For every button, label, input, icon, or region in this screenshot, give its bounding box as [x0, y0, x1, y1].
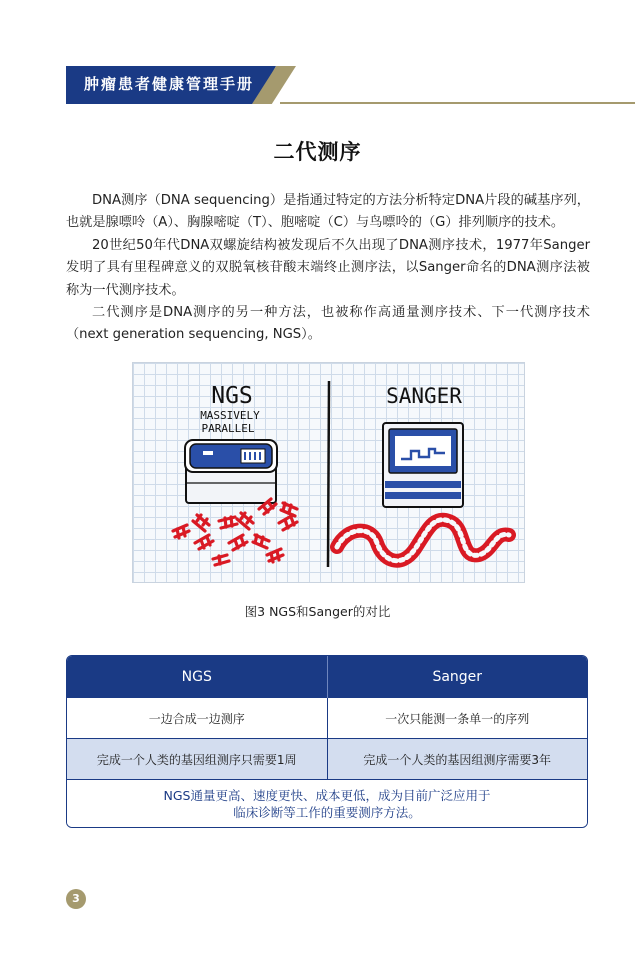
figure-caption: 图3 NGS和Sanger的对比: [244, 604, 391, 619]
table-header-sanger: Sanger: [327, 656, 588, 698]
illustration-drawing: [133, 363, 524, 582]
massively-label: MASSIVELY: [200, 409, 260, 422]
divider-line: [328, 381, 329, 567]
table-cell: 一次只能测一条单一的序列: [327, 698, 588, 738]
sanger-machine-icon: [383, 423, 463, 507]
book-title: 肿瘤患者健康管理手册: [84, 75, 255, 93]
paragraph-history: 20世纪50年代DNA双螺旋结构被发现后不久出现了DNA测序技术，1977年Sanger发明了具有里程碑意义的双脱氧核苷酸末端终止测序法，以Sanger命名的DNA测序法被称为一代测序技术。: [66, 237, 590, 298]
table-row: [67, 698, 587, 739]
comparison-table: [66, 655, 588, 828]
paragraph-ngs: 二代测序是DNA测序的另一种方法，也被称作高通量测序技术、下一代测序技术（next generation sequencing, NGS）。: [66, 305, 590, 343]
table-header-ngs: NGS: [181, 669, 212, 685]
table-row: [67, 739, 587, 780]
header-rule: [280, 102, 635, 104]
table-header-row: [67, 656, 587, 698]
summary-line-1: NGS通量更高、速度更快、成本更低，成为目前广泛应用于: [163, 787, 491, 803]
sanger-label: SANGER: [386, 384, 462, 408]
page-number: 3: [66, 889, 86, 909]
table-summary-row: [67, 780, 587, 827]
ngs-vs-sanger-illustration: [132, 362, 525, 583]
table-cell: 一边合成一边测序: [148, 711, 245, 726]
summary-line-2: 临床诊断等工作的重要测序方法。: [233, 804, 421, 820]
page-title: 二代测序: [273, 140, 362, 164]
parallel-label: PARALLEL: [201, 422, 255, 435]
body-text: [66, 190, 590, 347]
ngs-label: NGS: [211, 383, 253, 409]
ngs-dna-fragments: [173, 499, 297, 565]
table-cell: 完成一个人类的基因组测序需要3年: [327, 739, 588, 779]
table-cell: 完成一个人类的基因组测序只需要1周: [96, 752, 297, 767]
paragraph-dna-sequencing: DNA测序（DNA sequencing）是指通过特定的方法分析特定DNA片段的碱基序列，也就是腺嘌呤（A）、胸腺嘧啶（T）、胞嘧啶（C）与鸟嘌呤的（G）排列顺序的技术。: [66, 193, 590, 231]
ngs-machine-icon: [185, 440, 277, 503]
sanger-dna-strand: [337, 520, 509, 561]
